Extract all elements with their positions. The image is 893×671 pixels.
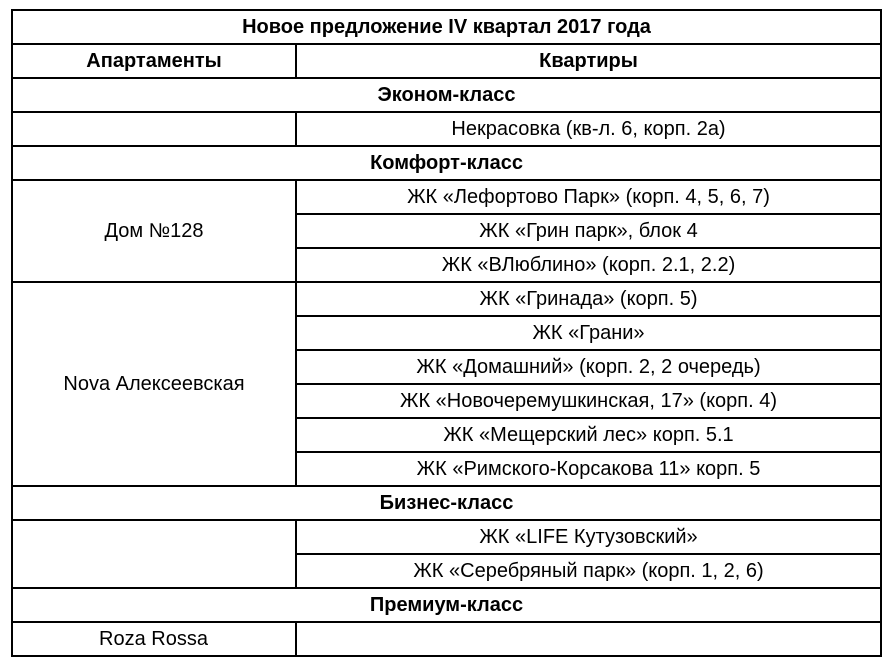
apartment-cell-dom128: Дом №128: [12, 180, 296, 282]
flat-cell: ЖК «ВЛюблино» (корп. 2.1, 2.2): [296, 248, 881, 282]
header-row: [12, 44, 881, 78]
table-row: [12, 180, 881, 214]
table-row: [12, 520, 881, 554]
offers-table: [11, 9, 882, 657]
apartment-cell-economy: [12, 112, 296, 146]
flat-cell: ЖК «Грани»: [296, 316, 881, 350]
category-label-premium: Премиум-класс: [12, 588, 881, 622]
category-label-economy: Эконом-класс: [12, 78, 881, 112]
category-label-comfort: Комфорт-класс: [12, 146, 881, 180]
flat-cell: ЖК «Римского-Корсакова 11» корп. 5: [296, 452, 881, 486]
flat-cell: [296, 622, 881, 656]
category-row-economy: [12, 78, 881, 112]
table-row: [12, 112, 881, 146]
flat-cell: ЖК «LIFE Кутузовский»: [296, 520, 881, 554]
table-row: [12, 282, 881, 316]
category-row-comfort: [12, 146, 881, 180]
flat-cell: ЖК «Новочеремушкинская, 17» (корп. 4): [296, 384, 881, 418]
apartment-cell-nova-alekseevskaya: Nova Алексеевская: [12, 282, 296, 486]
header-flats: Квартиры: [296, 44, 881, 78]
table-row: [12, 622, 881, 656]
category-label-business: Бизнес-класс: [12, 486, 881, 520]
title-row: [12, 10, 881, 44]
apartment-cell-business: [12, 520, 296, 588]
category-row-business: [12, 486, 881, 520]
flat-cell: ЖК «Серебряный парк» (корп. 1, 2, 6): [296, 554, 881, 588]
apartment-cell-roza-rossa: Roza Rossa: [12, 622, 296, 656]
header-apartments: Апартаменты: [12, 44, 296, 78]
flat-cell: ЖК «Мещерский лес» корп. 5.1: [296, 418, 881, 452]
flat-cell: ЖК «Домашний» (корп. 2, 2 очередь): [296, 350, 881, 384]
table-title: Новое предложение IV квартал 2017 года: [12, 10, 881, 44]
category-row-premium: [12, 588, 881, 622]
flat-cell: ЖК «Гринада» (корп. 5): [296, 282, 881, 316]
flat-cell: ЖК «Лефортово Парк» (корп. 4, 5, 6, 7): [296, 180, 881, 214]
flat-cell: ЖК «Грин парк», блок 4: [296, 214, 881, 248]
flat-cell: Некрасовка (кв-л. 6, корп. 2а): [296, 112, 881, 146]
